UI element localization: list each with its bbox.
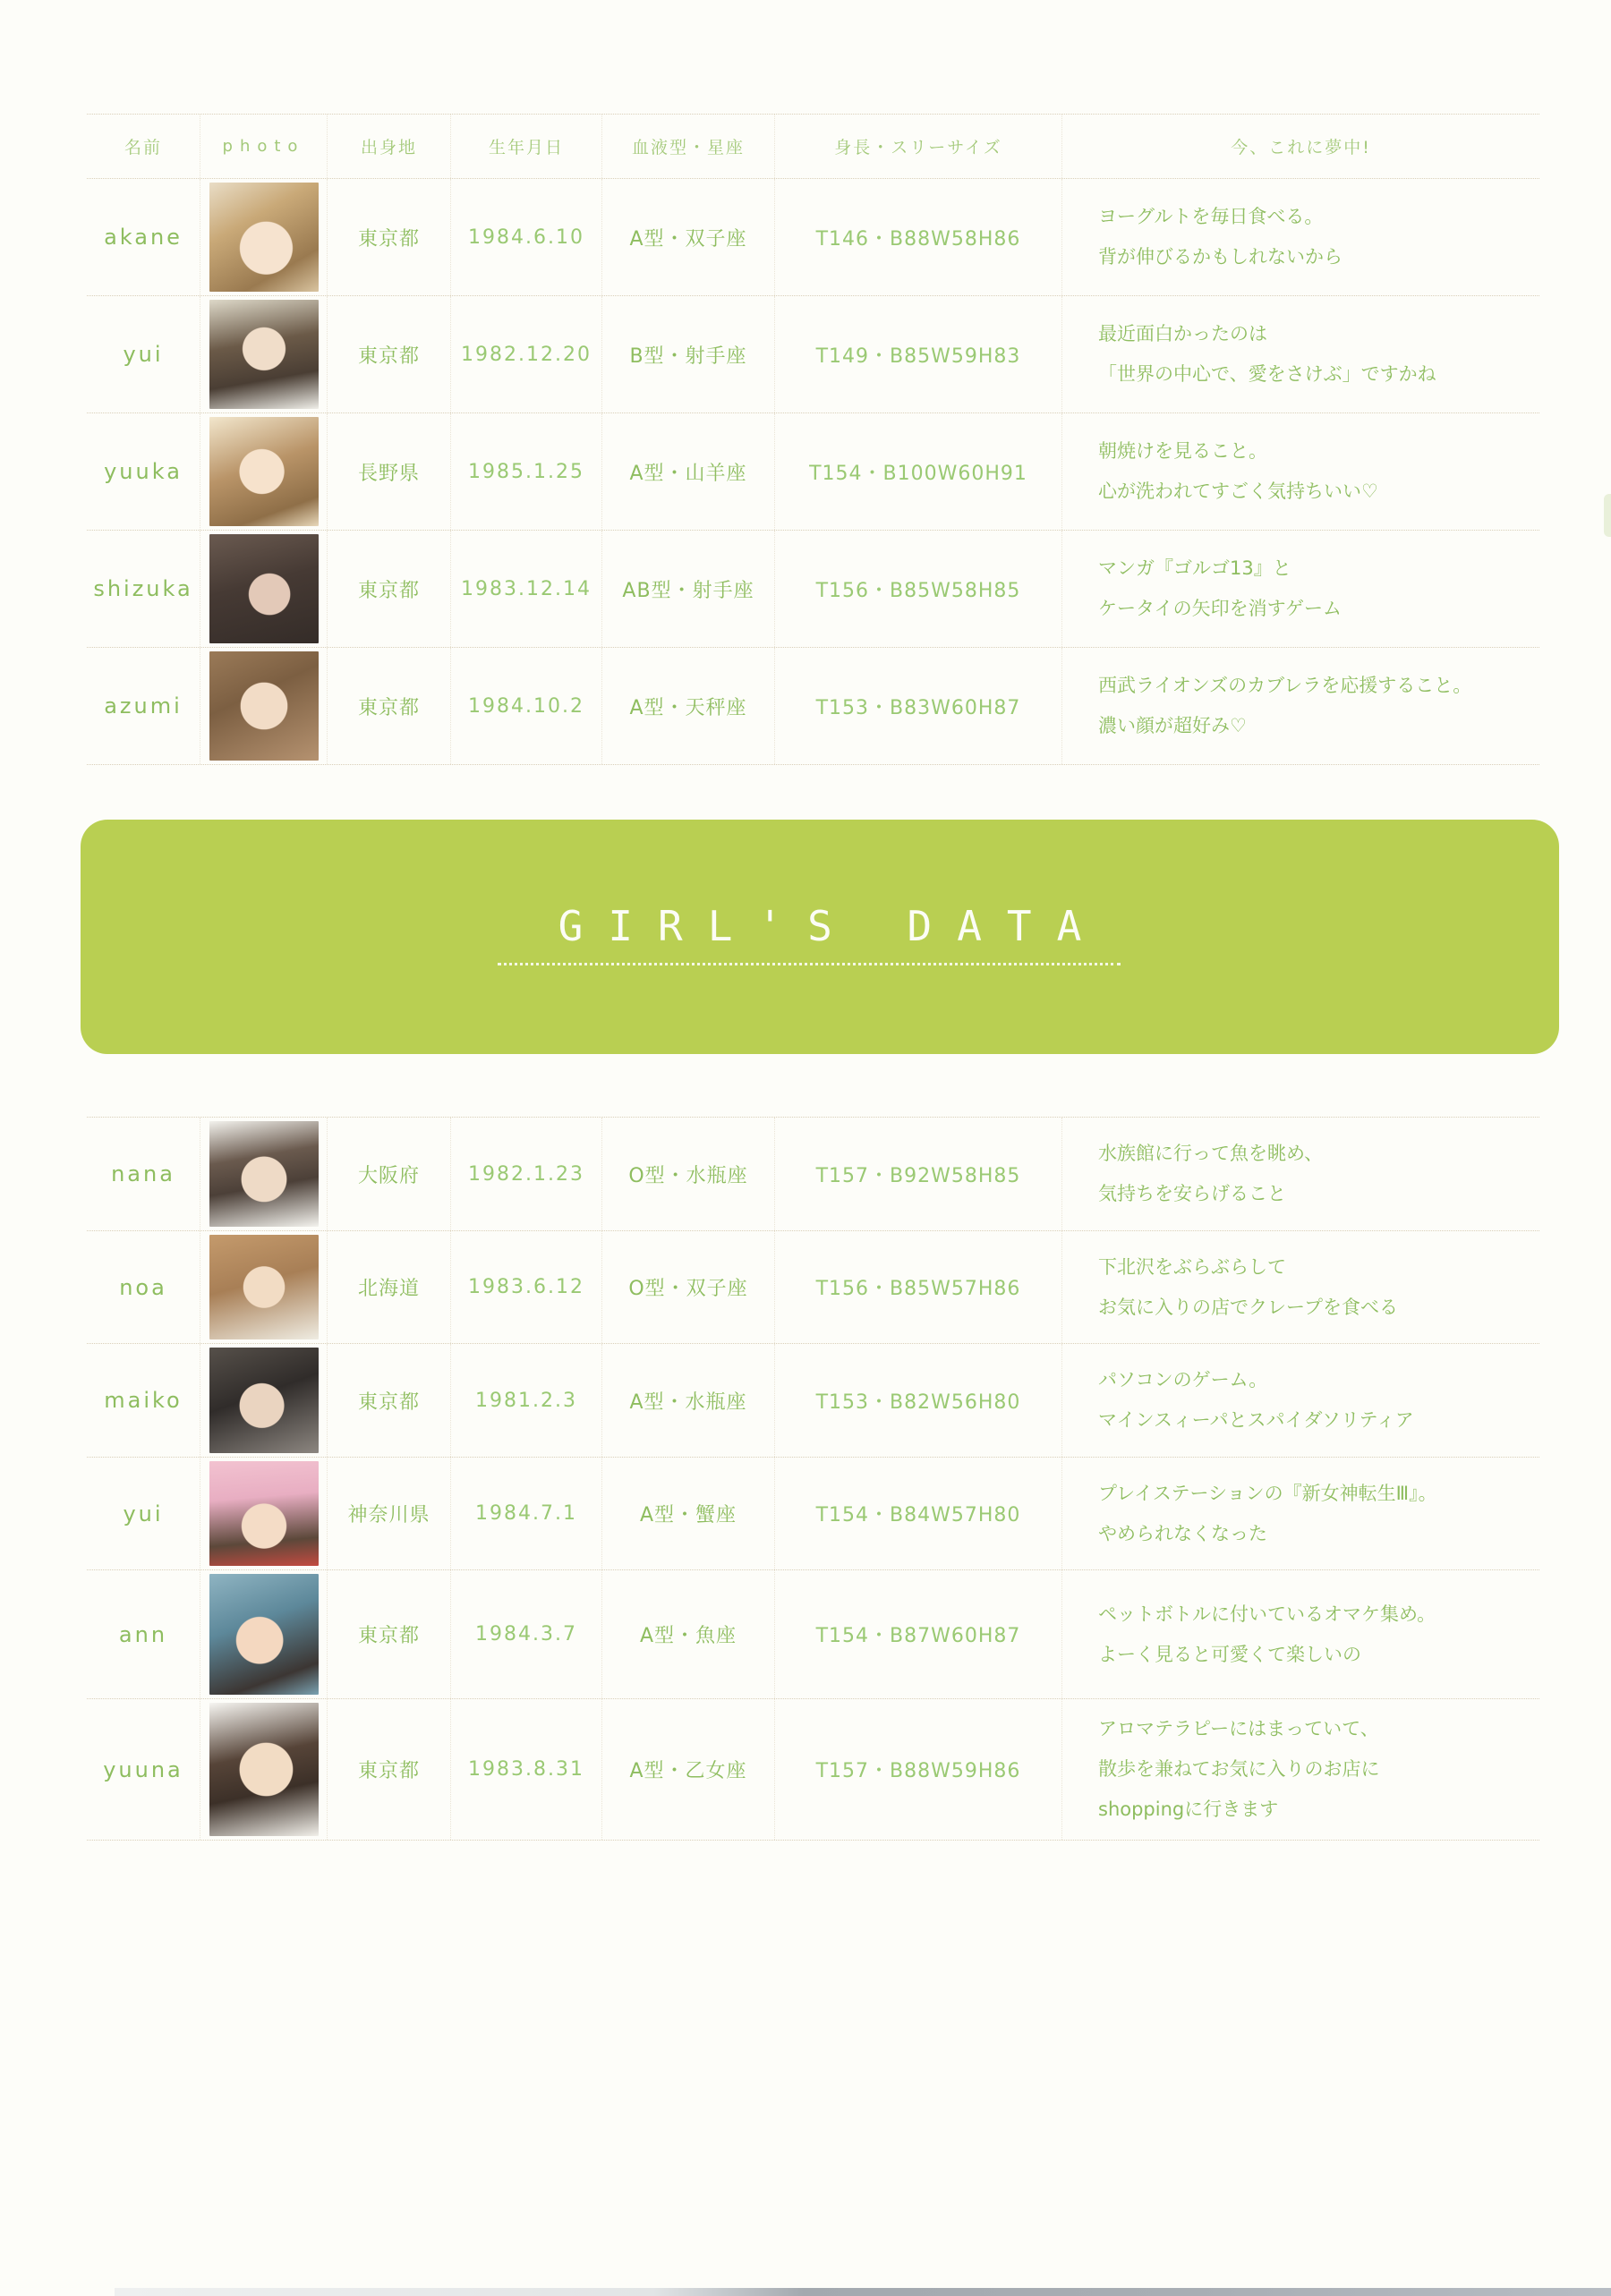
row-yui2 [87, 1458, 1539, 1570]
photo-cell [200, 1570, 327, 1698]
name-cell: maiko [104, 1388, 183, 1413]
birthdate-cell: 1985.1.25 [450, 413, 601, 530]
photo-cell [200, 531, 327, 647]
birthdate-cell: 1984.6.10 [450, 179, 601, 295]
sizes-cell: T146・B88W58H86 [774, 179, 1061, 295]
blood-zodiac-cell: A型・天秤座 [601, 648, 774, 764]
obsession-line-2: マインスィーパとスパイダソリティア [1098, 1409, 1414, 1431]
obsession-line-1: 西武ライオンズのカブレラを応援すること。 [1098, 675, 1472, 696]
obsession-line-1: 最近面白かったのは [1098, 323, 1267, 344]
photo-cell [200, 1344, 327, 1457]
birthdate-cell: 1983.8.31 [450, 1699, 601, 1840]
obsession-line-2: お気に入りの店でクレープを食べる [1098, 1296, 1398, 1318]
birthdate-cell: 1982.1.23 [450, 1118, 601, 1230]
name-cell: ann [118, 1621, 168, 1647]
obsession-line-2: 「世界の中心で、愛をさけぶ」ですかね [1098, 363, 1436, 385]
hometown-cell: 東京都 [327, 1699, 450, 1840]
blood-zodiac-cell: A型・山羊座 [601, 413, 774, 530]
obsession-cell [1061, 179, 1539, 295]
yui-photo [209, 300, 319, 409]
photo-cell [200, 179, 327, 295]
obsession-line-2: よーく見ると可愛くて楽しいの [1098, 1643, 1361, 1665]
birthdate-cell: 1983.6.12 [450, 1231, 601, 1343]
sizes-cell: T154・B87W60H87 [774, 1570, 1061, 1698]
akane-photo [209, 183, 319, 292]
yuuka-photo [209, 417, 319, 526]
table-header-row [87, 114, 1539, 179]
yuuna-photo [209, 1703, 319, 1836]
name-cell: yui [123, 1501, 164, 1526]
girls-data-banner [81, 820, 1559, 1054]
name-cell: shizuka [93, 576, 193, 601]
hometown-cell: 大阪府 [327, 1118, 450, 1230]
name-cell: azumi [104, 693, 183, 719]
blood-zodiac-cell: O型・水瓶座 [601, 1118, 774, 1230]
header-sizes: 身長・スリーサイズ [774, 115, 1061, 178]
obsession-cell [1061, 413, 1539, 530]
photo-cell [200, 648, 327, 764]
name-cell: yui [123, 342, 164, 367]
sizes-cell: T157・B88W59H86 [774, 1699, 1061, 1840]
obsession-cell [1061, 1699, 1539, 1840]
blood-zodiac-cell: A型・双子座 [601, 179, 774, 295]
azumi-photo [209, 651, 319, 761]
blood-zodiac-cell: B型・射手座 [601, 296, 774, 412]
ann-photo [209, 1574, 319, 1695]
obsession-line-1: ペットボトルに付いているオマケ集め。 [1098, 1603, 1436, 1625]
obsession-line-2: やめられなくなった [1098, 1522, 1267, 1544]
header-obsession: 今、これに夢中! [1061, 115, 1539, 178]
blood-zodiac-cell: A型・蟹座 [601, 1458, 774, 1569]
hometown-cell: 長野県 [327, 413, 450, 530]
obsession-line-1: パソコンのゲーム。 [1098, 1369, 1268, 1390]
birthdate-cell: 1983.12.14 [450, 531, 601, 647]
obsession-line-2: 気持ちを安らげること [1098, 1183, 1286, 1204]
blood-zodiac-cell: O型・双子座 [601, 1231, 774, 1343]
hometown-cell: 東京都 [327, 1344, 450, 1457]
sizes-cell: T157・B92W58H85 [774, 1118, 1061, 1230]
obsession-cell [1061, 1458, 1539, 1569]
header-photo: photo [200, 115, 327, 178]
photo-cell [200, 413, 327, 530]
obsession-cell [1061, 1231, 1539, 1343]
row-azumi [87, 648, 1539, 765]
blood-zodiac-cell: AB型・射手座 [601, 531, 774, 647]
sizes-cell: T149・B85W59H83 [774, 296, 1061, 412]
row-yuuna [87, 1699, 1539, 1841]
obsession-cell [1061, 1118, 1539, 1230]
sizes-cell: T154・B84W57H80 [774, 1458, 1061, 1569]
birthdate-cell: 1984.7.1 [450, 1458, 601, 1569]
photo-cell [200, 1231, 327, 1343]
blood-zodiac-cell: A型・魚座 [601, 1570, 774, 1698]
header-name: 名前 [124, 138, 162, 157]
obsession-line-2: 濃い顔が超好み♡ [1098, 715, 1247, 736]
bottom-scan-edge [115, 2288, 1611, 2296]
hometown-cell: 北海道 [327, 1231, 450, 1343]
hometown-cell: 東京都 [327, 531, 450, 647]
photo-cell [200, 1699, 327, 1840]
header-hometown: 出身地 [327, 115, 450, 178]
obsession-line-2: ケータイの矢印を消すゲーム [1098, 598, 1342, 619]
hometown-cell: 神奈川県 [327, 1458, 450, 1569]
obsession-line-1: 朝焼けを見ること。 [1098, 440, 1267, 462]
obsession-line-2: 心が洗われてすごく気持ちいい♡ [1098, 480, 1378, 502]
obsession-line-1: アロマテラピーにはまっていて、 [1098, 1718, 1379, 1739]
obsession-line-2: 散歩を兼ねてお気に入りのお店に [1098, 1758, 1380, 1780]
blood-zodiac-cell: A型・水瓶座 [601, 1344, 774, 1457]
profile-table-top [87, 114, 1539, 765]
sizes-cell: T156・B85W58H85 [774, 531, 1061, 647]
hometown-cell: 東京都 [327, 296, 450, 412]
nana-photo [209, 1121, 319, 1227]
header-birthdate: 生年月日 [450, 115, 601, 178]
obsession-line-1: プレイステーションの『新女神転生Ⅲ』。 [1098, 1482, 1437, 1504]
photo-cell [200, 296, 327, 412]
right-edge-scan-mark [1604, 494, 1611, 537]
row-shizuka [87, 531, 1539, 648]
row-ann [87, 1570, 1539, 1699]
obsession-cell [1061, 648, 1539, 764]
row-akane [87, 179, 1539, 296]
name-cell: yuuna [103, 1756, 183, 1782]
obsession-cell [1061, 1344, 1539, 1457]
obsession-line-2: 背が伸びるかもしれないから [1098, 246, 1342, 268]
banner-dotted-rule [498, 963, 1121, 965]
row-noa [87, 1231, 1539, 1344]
profile-table-bottom [87, 1117, 1539, 1841]
name-cell: akane [104, 225, 183, 250]
obsession-cell [1061, 531, 1539, 647]
obsession-cell [1061, 296, 1539, 412]
row-yuuka [87, 413, 1539, 531]
maiko-photo [209, 1348, 319, 1453]
obsession-line-1: 下北沢をぶらぶらして [1098, 1255, 1286, 1278]
row-yui [87, 296, 1539, 413]
banner-title [81, 902, 1559, 950]
birthdate-cell: 1982.12.20 [450, 296, 601, 412]
shizuka-photo [209, 534, 319, 643]
banner-title-text: GIRL'S DATA [558, 902, 1107, 950]
obsession-cell [1061, 1570, 1539, 1698]
hometown-cell: 東京都 [327, 648, 450, 764]
birthdate-cell: 1984.10.2 [450, 648, 601, 764]
hometown-cell: 東京都 [327, 1570, 450, 1698]
birthdate-cell: 1984.3.7 [450, 1570, 601, 1698]
photo-cell [200, 1458, 327, 1569]
obsession-line-1: 水族館に行って魚を眺め、 [1098, 1143, 1324, 1164]
blood-zodiac-cell: A型・乙女座 [601, 1699, 774, 1840]
birthdate-cell: 1981.2.3 [450, 1344, 601, 1457]
noa-photo [209, 1235, 319, 1339]
hometown-cell: 東京都 [327, 179, 450, 295]
header-blood-zodiac: 血液型・星座 [601, 115, 774, 178]
yui2-photo [209, 1461, 319, 1566]
name-cell: nana [111, 1161, 175, 1186]
sizes-cell: T154・B100W60H91 [774, 413, 1061, 530]
obsession-line-1: ヨーグルトを毎日食べる。 [1098, 206, 1324, 227]
sizes-cell: T153・B82W56H80 [774, 1344, 1061, 1457]
obsession-line-3: shoppingに行きます [1098, 1799, 1279, 1820]
row-nana [87, 1117, 1539, 1231]
obsession-line-1: マンガ『ゴルゴ13』と [1098, 557, 1291, 579]
sizes-cell: T156・B85W57H86 [774, 1231, 1061, 1343]
sizes-cell: T153・B83W60H87 [774, 648, 1061, 764]
row-maiko [87, 1344, 1539, 1458]
photo-cell [200, 1118, 327, 1230]
name-cell: noa [119, 1274, 167, 1300]
name-cell: yuuka [104, 459, 183, 484]
